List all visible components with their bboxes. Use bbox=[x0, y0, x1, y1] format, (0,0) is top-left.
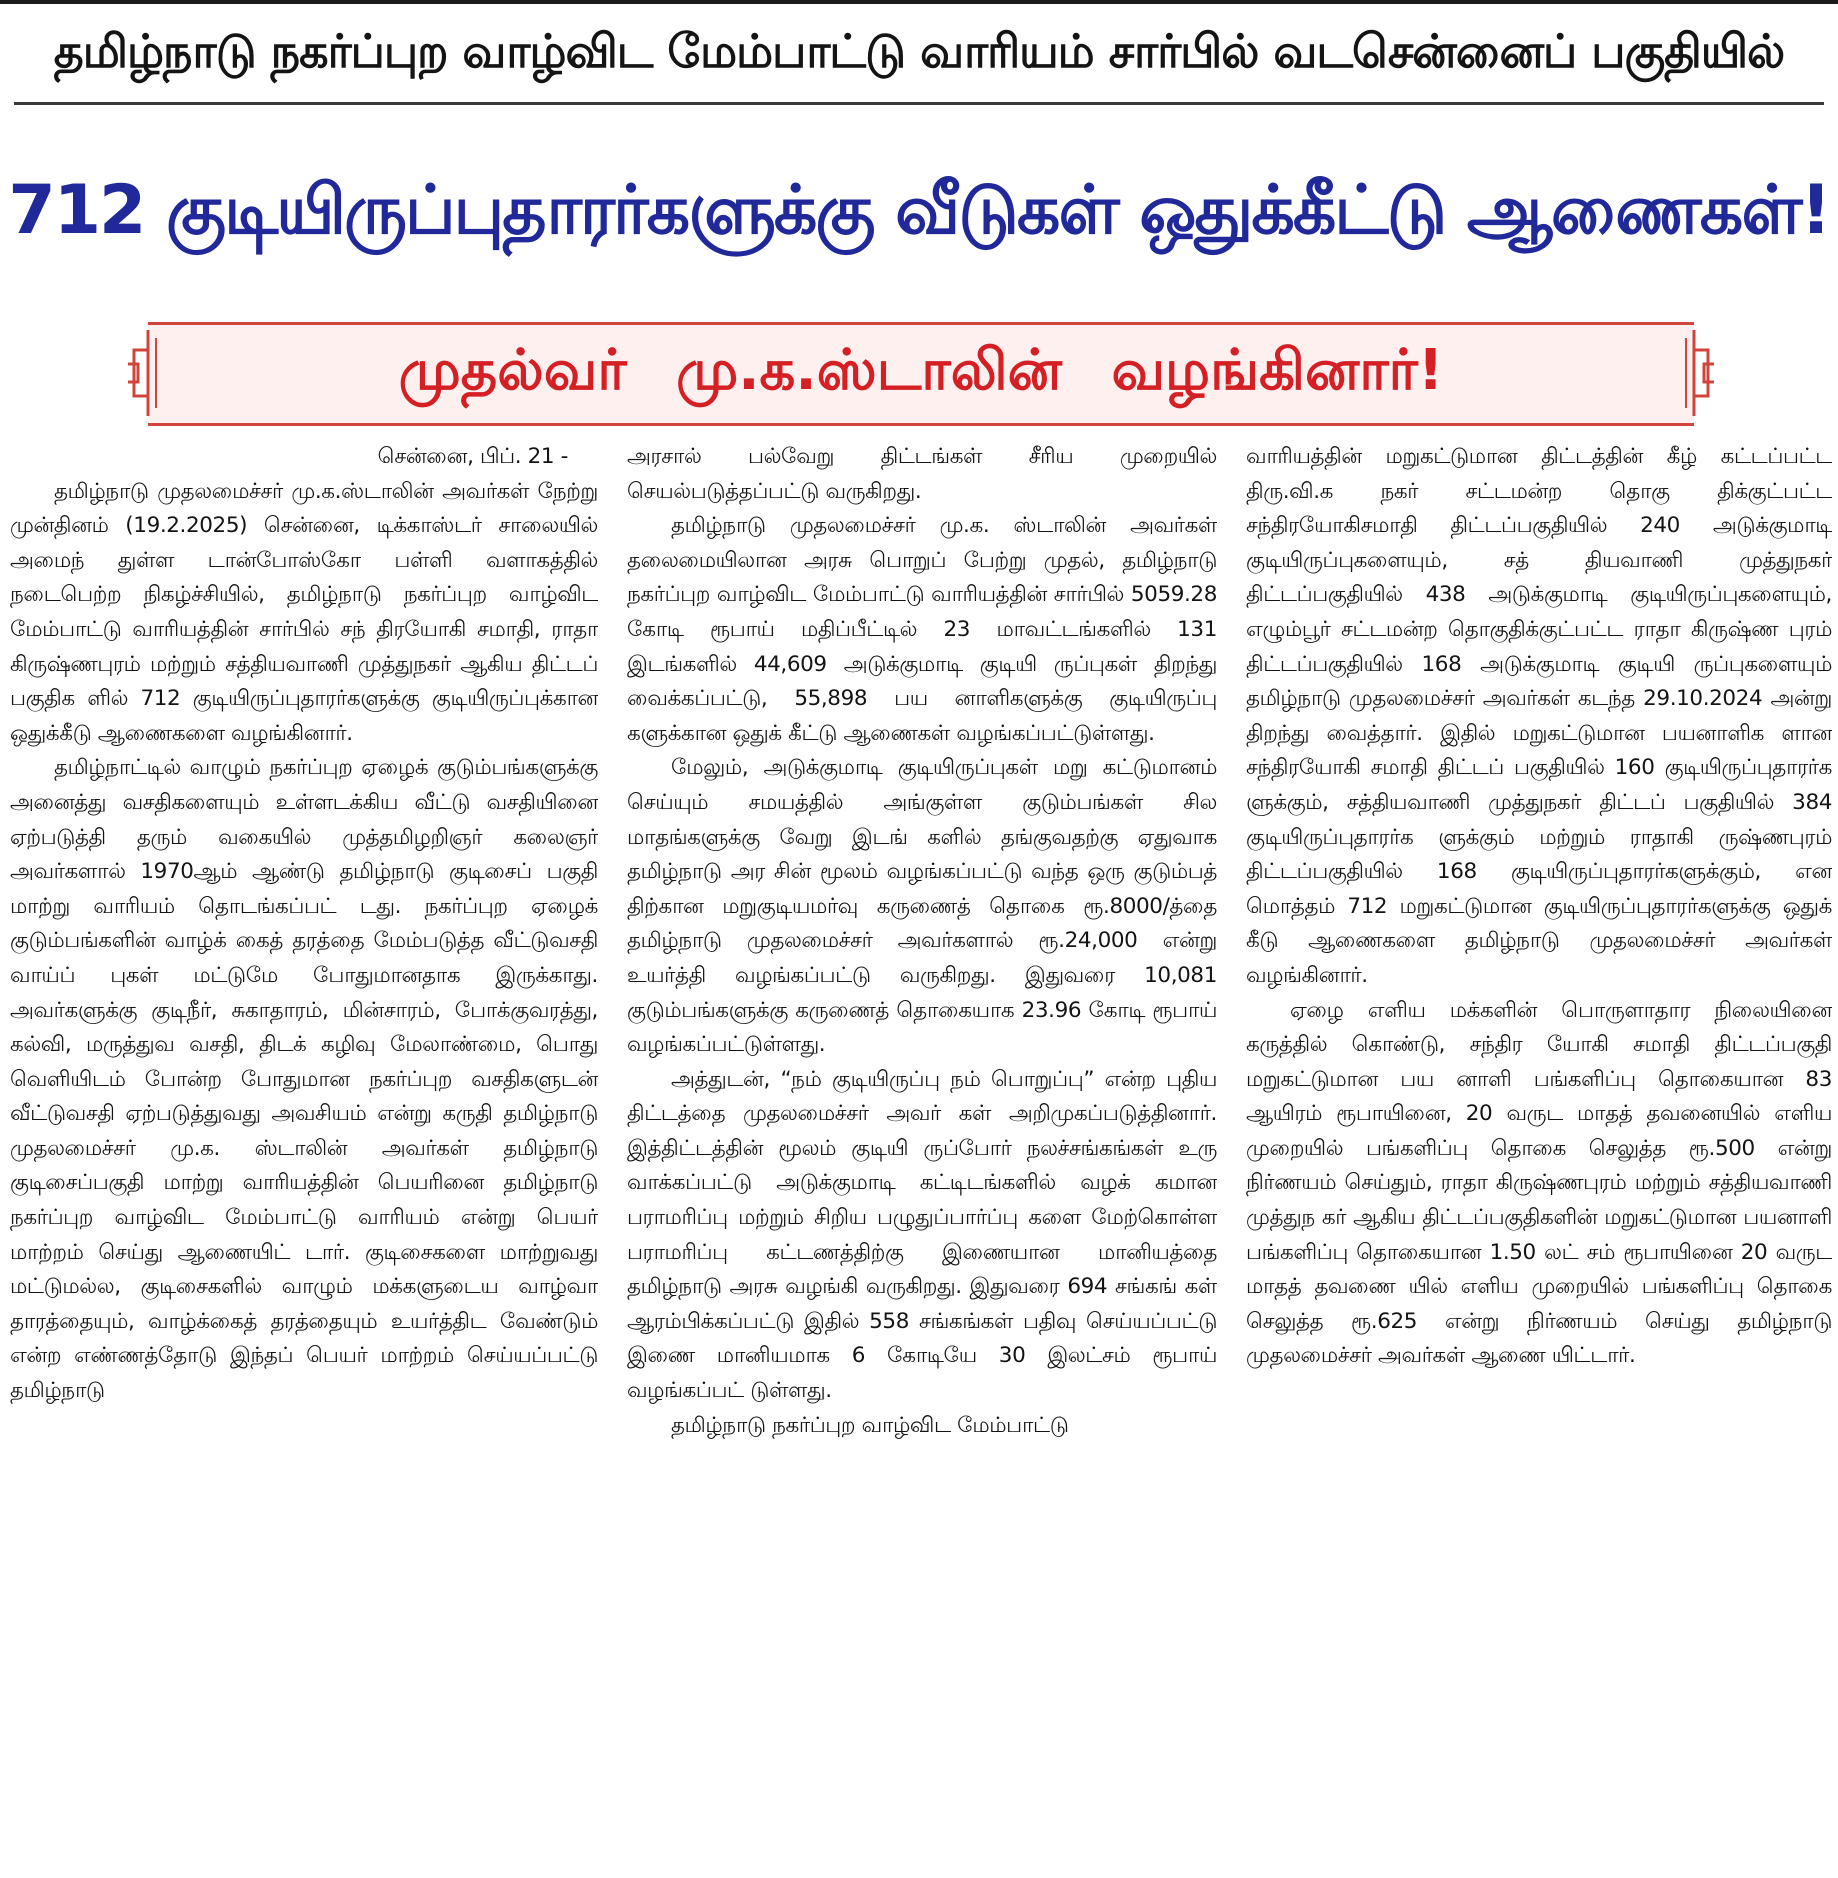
paragraph: வாரியத்தின் மறுகட்டுமான திட்டத்தின் கீழ் கட்டப்பட்ட திரு.வி.க நகர் சட்டமன்ற தொகு திக்குட்பட்ட சந்திரயோகிசமாதி திட்டப்பகுதியில் 240 அடுக்குமாடி குடியிருப்புகளையும், சத் தியவாணி முத்துநகர் திட்டப்பகுதியில் 438 அடுக்குமாடி குடியிருப்புகளையும், எழும்பூர் சட்டமன்ற தொகுதிக்குட்பட்ட ராதா கிருஷ்ண புரம் திட்டப்பகுதியில் 168 அடுக்குமாடி குடியி ருப்புகளையும் தமிழ்நாடு முதலமைச்சர் அவர்கள் கடந்த 29.10.2024 அன்று திறந்து வைத்தார். இதில் மறுகட்டுமான பயனாளிக ளான சந்திரயோகி சமாதி திட்டப் பகுதியில் 160 குடியிருப்புதாரர்க ளுக்கும், சத்தியவாணி முத்துநகர் திட்டப் பகுதியில் 384 குடியிருப்புதாரர்க ளுக்கும் மற்றும் ராதாகி ருஷ்ணபுரம் திட்டப்பகுதியில் 168 குடியிருப்புதாரர்களுக்கும், என மொத்தம் 712 மறுகட்டுமான குடியிருப்புதாரர்களுக்கு ஒதுக் கீடு ஆணைகளை தமிழ்நாடு முதலமைச்சர் அவர்கள் வழங்கினார். bbox=[1246, 444, 1832, 988]
paragraph: தமிழ்நாடு நகர்ப்புற வாழ்விட மேம்பாட்டு bbox=[671, 1412, 1069, 1438]
paragraph: தமிழ்நாடு முதலமைச்சர் மு.க.ஸ்டாலின் அவர்கள் நேற்று முன்தினம் (19.2.2025) சென்னை, டிக்காஸ்டர் சாலையில் அமைந் துள்ள டான்போஸ்கோ பள்ளி வளாகத்தில் நடைபெற்ற நிகழ்ச்சியில், தமிழ்நாடு நகர்ப்புற வாழ்விட மேம்பாட்டு வாரியத்தின் சார்பில் சந் திரயோகி சமாதி, ராதா கிருஷ்ணபுரம் மற்றும் சத்தியவாணி முத்துநகர் ஆகிய திட்டப் பகுதிக ளில் 712 குடியிருப்புதாரர்களுக்கு குடியிருப்புக்கான ஒதுக்கீடு ஆணைகளை வழங்கினார். bbox=[10, 478, 598, 746]
paragraph: அரசால் பல்வேறு திட்டங்கள் சீரிய முறையில் செயல்படுத்தப்பட்டு வருகிறது. bbox=[627, 444, 1217, 504]
dateline: சென்னை, பிப். 21 - bbox=[377, 444, 568, 469]
banner-text: முதல்வர் மு.க.ஸ்டாலின் வழங்கினார்! bbox=[398, 338, 1444, 403]
kicker-headline: தமிழ்நாடு நகர்ப்புற வாழ்விட மேம்பாட்டு வாரியம் சார்பில் வடசென்னைப் பகுதியில் bbox=[53, 23, 1785, 78]
paragraph: மேலும், அடுக்குமாடி குடியிருப்புகள் மறு கட்டுமானம் செய்யும் சமயத்தில் அங்குள்ள குடும்பங்கள் சில மாதங்களுக்கு வேறு இடங் களில் தங்குவதற்கு ஏதுவாக தமிழ்நாடு அர சின் மூலம் வழங்கப்பட்டு வந்த ஒரு குடும்பத் திற்கான மறுகுடியமர்வு கருணைத் தொகை ரூ.8000/த்தை தமிழ்நாடு முதலமைச்சர் அவர்களால் ரூ.24,000 என்று உயர்த்தி வழங்கப்பட்டு வருகிறது. இதுவரை 10,081 குடும்பங்களுக்கு கருணைத் தொகையாக 23.96 கோடி ரூபாய் வழங்கப்பட்டுள்ளது. bbox=[627, 755, 1217, 1058]
article-column-3 bbox=[1246, 440, 1832, 1872]
paragraph: ஏழை எளிய மக்களின் பொருளாதார நிலையினை கருத்தில் கொண்டு, சந்திர யோகி சமாதி திட்டப்பகுதி மறுகட்டுமான பய னாளி பங்களிப்பு தொகையான 83 ஆயிரம் ரூபாயினை, 20 வருட மாதத் தவனையில் எளிய முறையில் பங்களிப்பு தொகை செலுத்த ரூ.500 என்று நிர்ணயம் செய்தும், ராதா கிருஷ்ணபுரம் மற்றும் சத்தியவாணி முத்துந கர் ஆகிய திட்டப்பகுதிகளின் மறுகட்டுமான பயனாளி பங்களிப்பு தொகையான 1.50 லட் சம் ரூபாயினை 20 வருட மாதத் தவணை யில் எளிய முறையில் பங்களிப்பு தொகை செலுத்த ரூ.625 என்று நிர்ணயம் செய்து தமிழ்நாடு முதலமைச்சர் அவர்கள் ஆணை யிட்டார். bbox=[1246, 997, 1832, 1369]
kicker-divider bbox=[14, 102, 1824, 105]
main-headline: 712 குடியிருப்புதாரர்களுக்கு வீடுகள் ஒதுக்கீட்டு ஆணைகள்! bbox=[8, 171, 1830, 250]
article-column-2 bbox=[627, 440, 1217, 1872]
top-rule bbox=[0, 0, 1838, 4]
article-column-1 bbox=[10, 440, 598, 1872]
paragraph: தமிழ்நாட்டில் வாழும் நகர்ப்புற ஏழைக் குடும்பங்களுக்கு அனைத்து வசதிகளையும் உள்ளடக்கிய வீட்டு வசதியினை ஏற்படுத்தி தரும் வகையில் முத்தமிழறிஞர் கலைஞர் அவர்களால் 1970ஆம் ஆண்டு தமிழ்நாடு குடிசைப் பகுதி மாற்று வாரியம் தொடங்கப்பட் டது. நகர்ப்புற ஏழைக் குடும்பங்களின் வாழ்க் கைத் தரத்தை மேம்படுத்த வீட்டுவசதி வாய்ப் புகள் மட்டுமே போதுமானதாக இருக்காது. அவர்களுக்கு குடிநீர், சுகாதாரம், மின்சாரம், போக்குவரத்து, கல்வி, மருத்துவ வசதி, திடக் கழிவு மேலாண்மை, பொது வெளியிடம் போன்ற போதுமான நகர்ப்புற வசதிகளுடன் வீட்டுவசதி ஏற்படுத்துவது அவசியம் என்று கருதி தமிழ்நாடு முதலமைச்சர் மு.க. ஸ்டாலின் அவர்கள் தமிழ்நாடு குடிசைப்பகுதி மாற்று வாரியத்தின் பெயரினை தமிழ்நாடு நகர்ப்புற வாழ்விட மேம்பாட்டு வாரியம் என்று பெயர் மாற்றம் செய்து ஆணையிட் டார். குடிசைகளை மாற்றுவது மட்டுமல்ல, குடிசைகளில் வாழும் மக்களுடைய வாழ்வா தாரத்தையும், வாழ்க்கைத் தரத்தையும் உயர்த்திட வேண்டும் என்ற எண்ணத்தோடு இந்தப் பெயர் மாற்றம் செய்யப்பட்டு தமிழ்நாடு bbox=[10, 755, 598, 1404]
paragraph: தமிழ்நாடு முதலமைச்சர் மு.க. ஸ்டாலின் அவர்கள் தலைமையிலான அரசு பொறுப் பேற்று முதல், தமிழ்நாடு நகர்ப்புற வாழ்விட மேம்பாட்டு வாரியத்தின் சார்பில் 5059.28 கோடி ரூபாய் மதிப்பீட்டில் 23 மாவட்டங்களில் 131 இடங்களில் 44,609 அடுக்குமாடி குடியி ருப்புகள் திறந்து வைக்கப்பட்டு, 55,898 பய னாளிகளுக்கு குடியிருப்பு களுக்கான ஒதுக் கீட்டு ஆணைகள் வழங்கப்பட்டுள்ளது. bbox=[627, 513, 1217, 746]
paragraph: அத்துடன், “நம் குடியிருப்பு நம் பொறுப்பு” என்ற புதிய திட்டத்தை முதலமைச்சர் அவர் கள் அறிமுகப்படுத்தினார். இத்திட்டத்தின் மூலம் குடியி ருப்போர் நலச்சங்கங்கள் உரு வாக்கப்பட்டு அடுக்குமாடி கட்டிடங்களில் வழக் கமான பராமரிப்பு மற்றும் சிறிய பழுதுப்பார்ப்பு களை மேற்கொள்ள பராமரிப்பு கட்டணத்திற்கு இணையான மானியத்தை தமிழ்நாடு அரசு வழங்கி வருகிறது. இதுவரை 694 சங்கங் கள் ஆரம்பிக்கப்பட்டு இதில் 558 சங்கங்கள் பதிவு செய்யப்பட்டு இணை மானியமாக 6 கோடியே 30 இலட்சம் ரூபாய் வழங்கப்பட் டுள்ளது. bbox=[627, 1066, 1217, 1404]
